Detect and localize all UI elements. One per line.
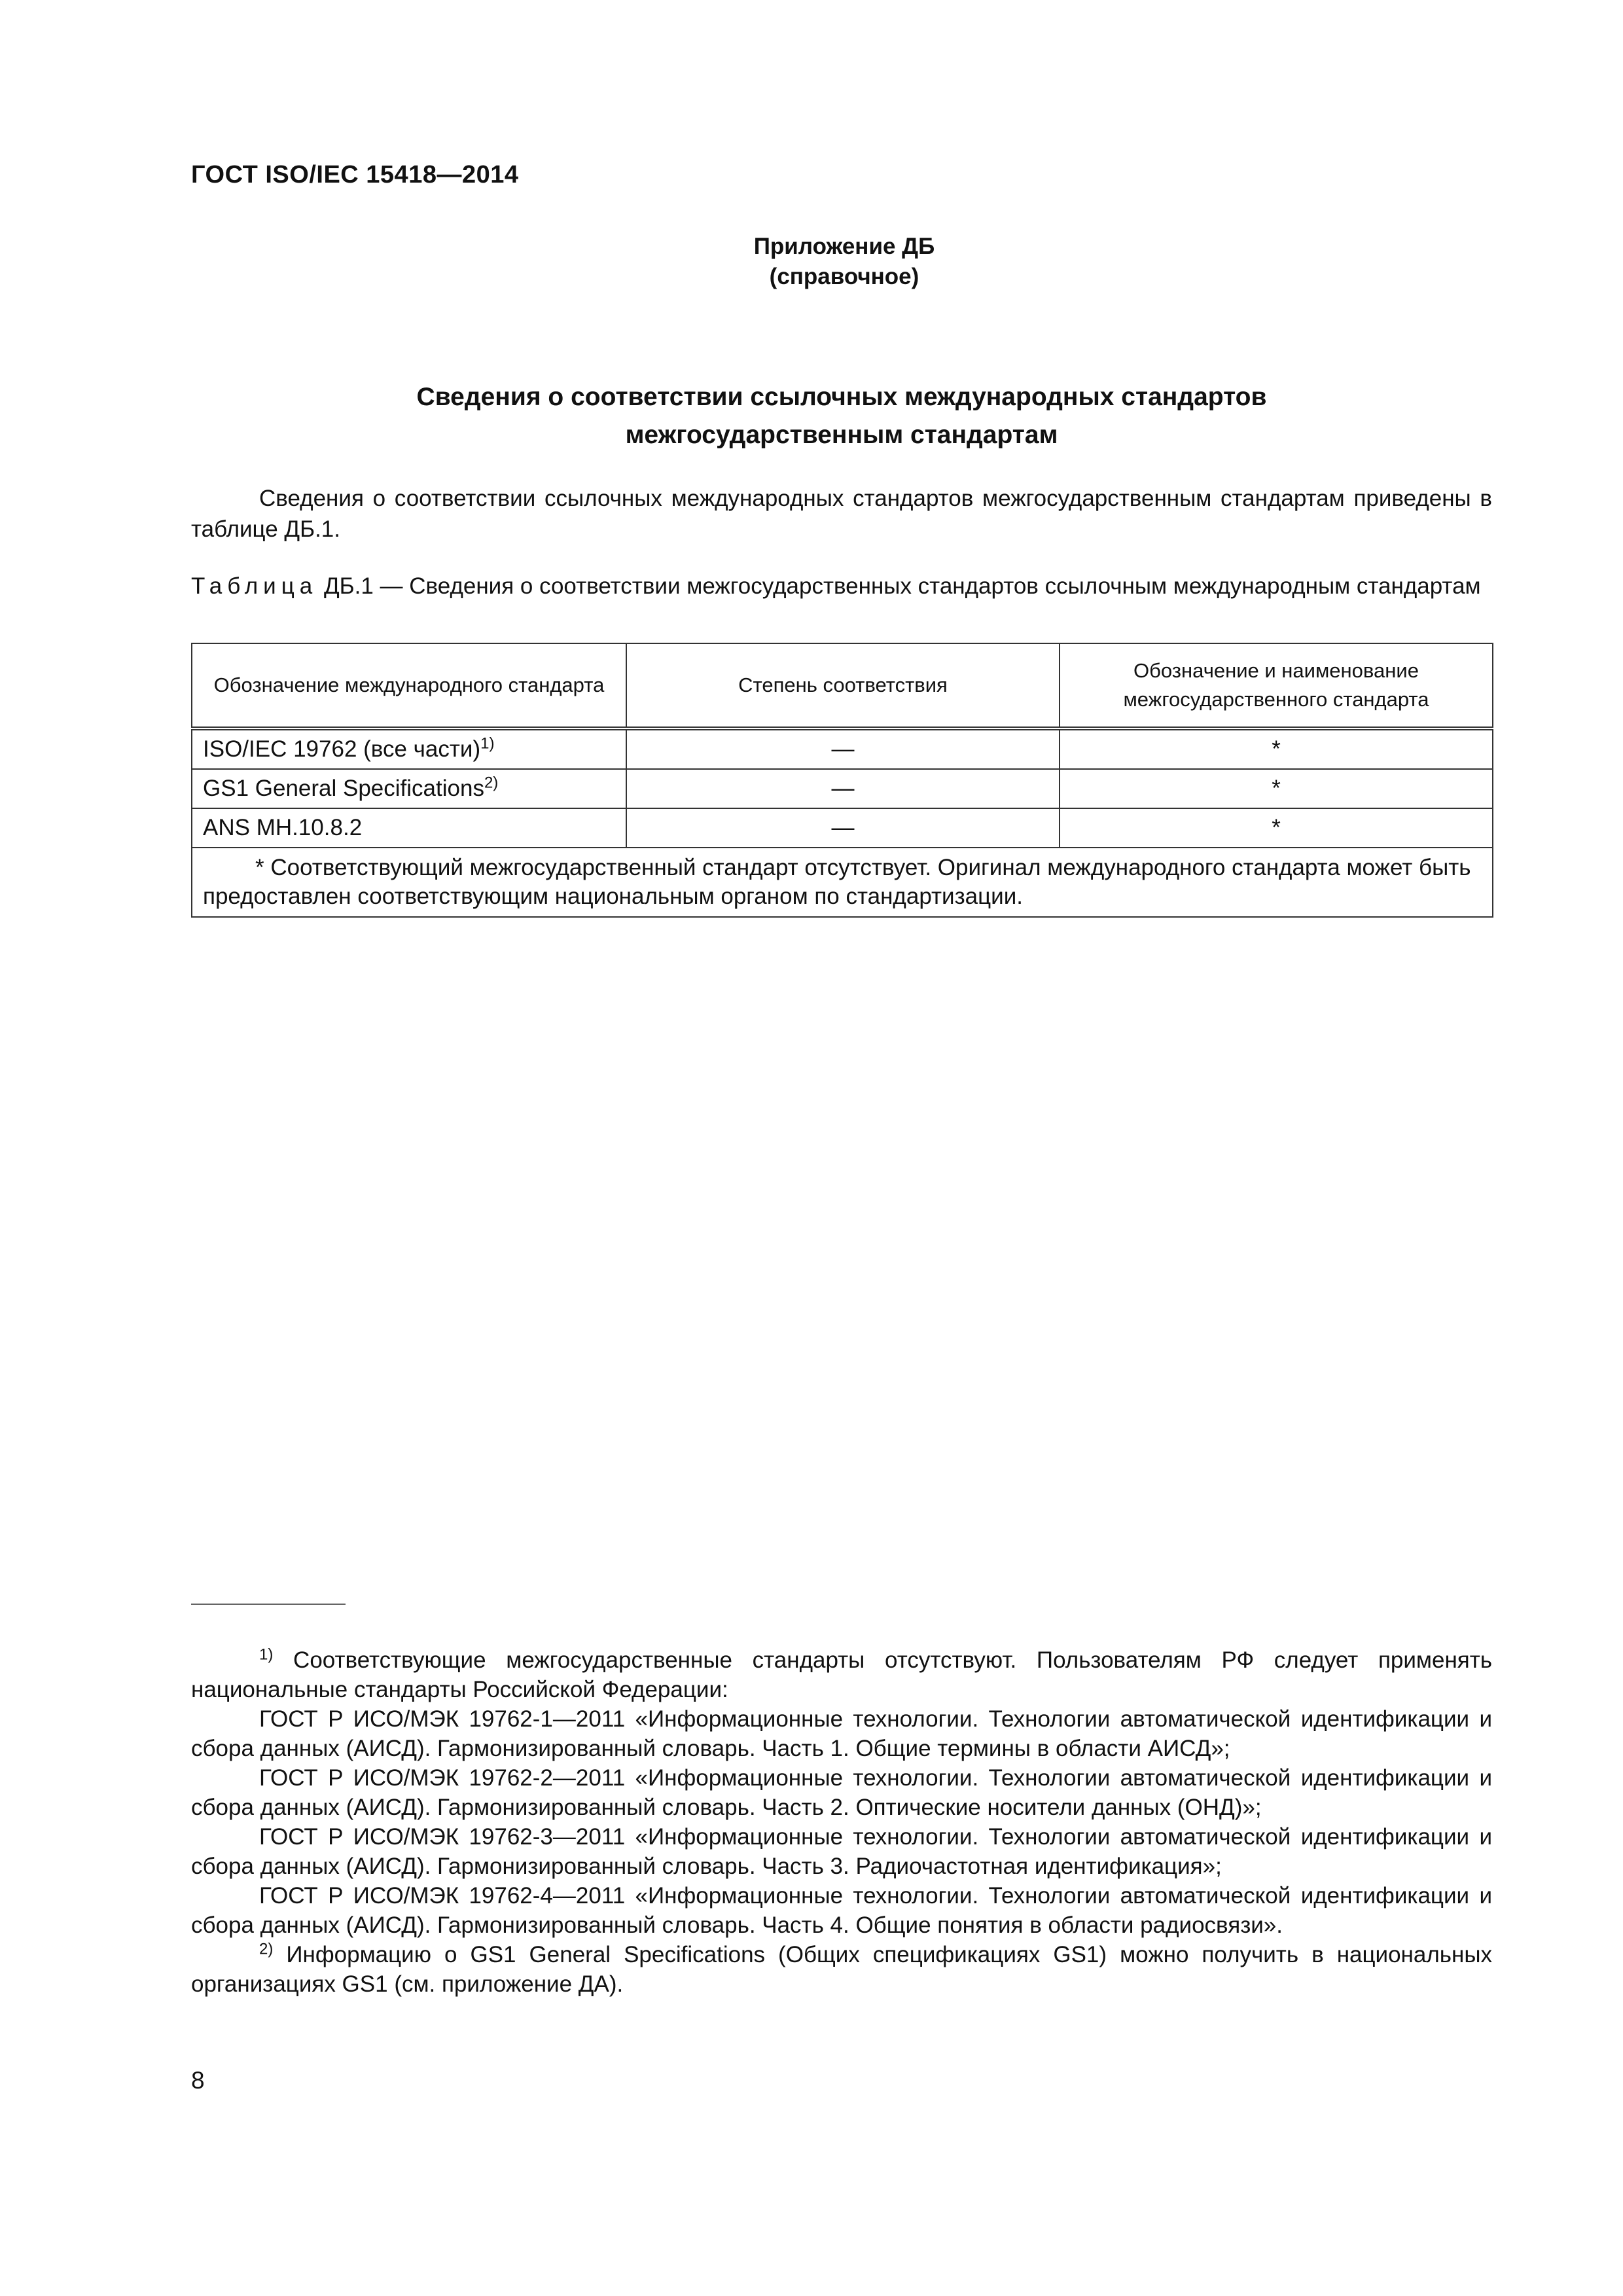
section-title <box>191 378 1492 454</box>
section-title-line-2: межгосударственным стандартам <box>625 421 1058 449</box>
footnotes <box>191 1645 1492 1999</box>
section-title-line-1: Сведения о соответствии ссылочных международных стандартов <box>416 383 1267 411</box>
standard-designation: ISO/IEC 19762 (все части) <box>203 736 481 762</box>
standard-cell <box>192 769 626 808</box>
footnote-mark: 1) <box>480 734 495 753</box>
footnote-1-text: Соответствующие межгосударственные стандарты отсутствуют. Пользователям РФ следует применять национальные стандарты Российской Федерации: <box>191 1647 1492 1702</box>
header-international-standard: Обозначение международного стандарта <box>192 643 626 728</box>
footnote-1-item: ГОСТ Р ИСО/МЭК 19762-3—2011 «Информационные технологии. Технологии автоматической идентификации и сбора данных (АИСД). Гармонизированный словарь. Часть 3. Радиочастотная идентификация»; <box>191 1824 1492 1879</box>
interstate-cell: * <box>1060 808 1493 848</box>
page-number: 8 <box>191 2067 205 2094</box>
table-row <box>192 769 1493 808</box>
footnote-2-mark: 2) <box>259 1940 274 1958</box>
footnote-2-text: Информацию о GS1 General Specifications (Общих спецификациях GS1) можно получить в национальных организациях GS1 (см. приложение ДА). <box>191 1942 1492 1997</box>
interstate-cell: * <box>1060 769 1493 808</box>
annex-kind: (справочное) <box>769 264 919 289</box>
table-caption <box>191 571 1492 601</box>
footnote-1-item: ГОСТ Р ИСО/МЭК 19762-1—2011 «Информационные технологии. Технологии автоматической идентификации и сбора данных (АИСД). Гармонизированный словарь. Часть 1. Общие термины в области АИСД»; <box>191 1706 1492 1761</box>
footnote-2 <box>191 1940 1492 1999</box>
footnote-1-item: ГОСТ Р ИСО/МЭК 19762-4—2011 «Информационные технологии. Технологии автоматической идентификации и сбора данных (АИСД). Гармонизированный словарь. Часть 4. Общие понятия в области радиосвязи». <box>191 1883 1492 1938</box>
standard-cell <box>192 808 626 848</box>
standard-cell <box>192 728 626 769</box>
footnote-separator <box>191 1604 346 1605</box>
document-header: ГОСТ ISO/IEC 15418—2014 <box>191 161 519 188</box>
table-note-row <box>192 848 1493 917</box>
header-interstate-standard: Обозначение и наименование межгосударственного стандарта <box>1060 643 1493 728</box>
degree-cell: — <box>626 728 1060 769</box>
annex-title: Приложение ДБ <box>753 234 935 259</box>
table-caption-text: ДБ.1 — Сведения о соответствии межгосударственных стандартов ссылочным международным стандартам <box>317 573 1481 599</box>
degree-cell: — <box>626 769 1060 808</box>
footnote-mark: 2) <box>484 774 499 792</box>
header-degree-of-correspondence: Степень соответствия <box>626 643 1060 728</box>
degree-cell: — <box>626 808 1060 848</box>
standards-table <box>191 643 1493 918</box>
table-row <box>192 808 1493 848</box>
footnote-1-mark: 1) <box>259 1645 274 1664</box>
standard-designation: GS1 General Specifications <box>203 776 484 801</box>
table-caption-label: Таблица <box>191 573 318 599</box>
standard-designation: ANS MH.10.8.2 <box>203 815 363 840</box>
table-row <box>192 728 1493 769</box>
table-note: * Соответствующий межгосударственный стандарт отсутствует. Оригинал международного стандарта может быть предоставлен соответствующим национальным органом по стандартизации. <box>192 848 1493 917</box>
footnote-1 <box>191 1645 1492 1704</box>
interstate-cell: * <box>1060 728 1493 769</box>
intro-paragraph: Сведения о соответствии ссылочных международных стандартов межгосударственным стандартам приведены в таблице ДБ.1. <box>191 486 1492 542</box>
table-header-row <box>192 643 1493 728</box>
footnote-1-item: ГОСТ Р ИСО/МЭК 19762-2—2011 «Информационные технологии. Технологии автоматической идентификации и сбора данных (АИСД). Гармонизированный словарь. Часть 2. Оптические носители данных (ОНД)»; <box>191 1765 1492 1820</box>
